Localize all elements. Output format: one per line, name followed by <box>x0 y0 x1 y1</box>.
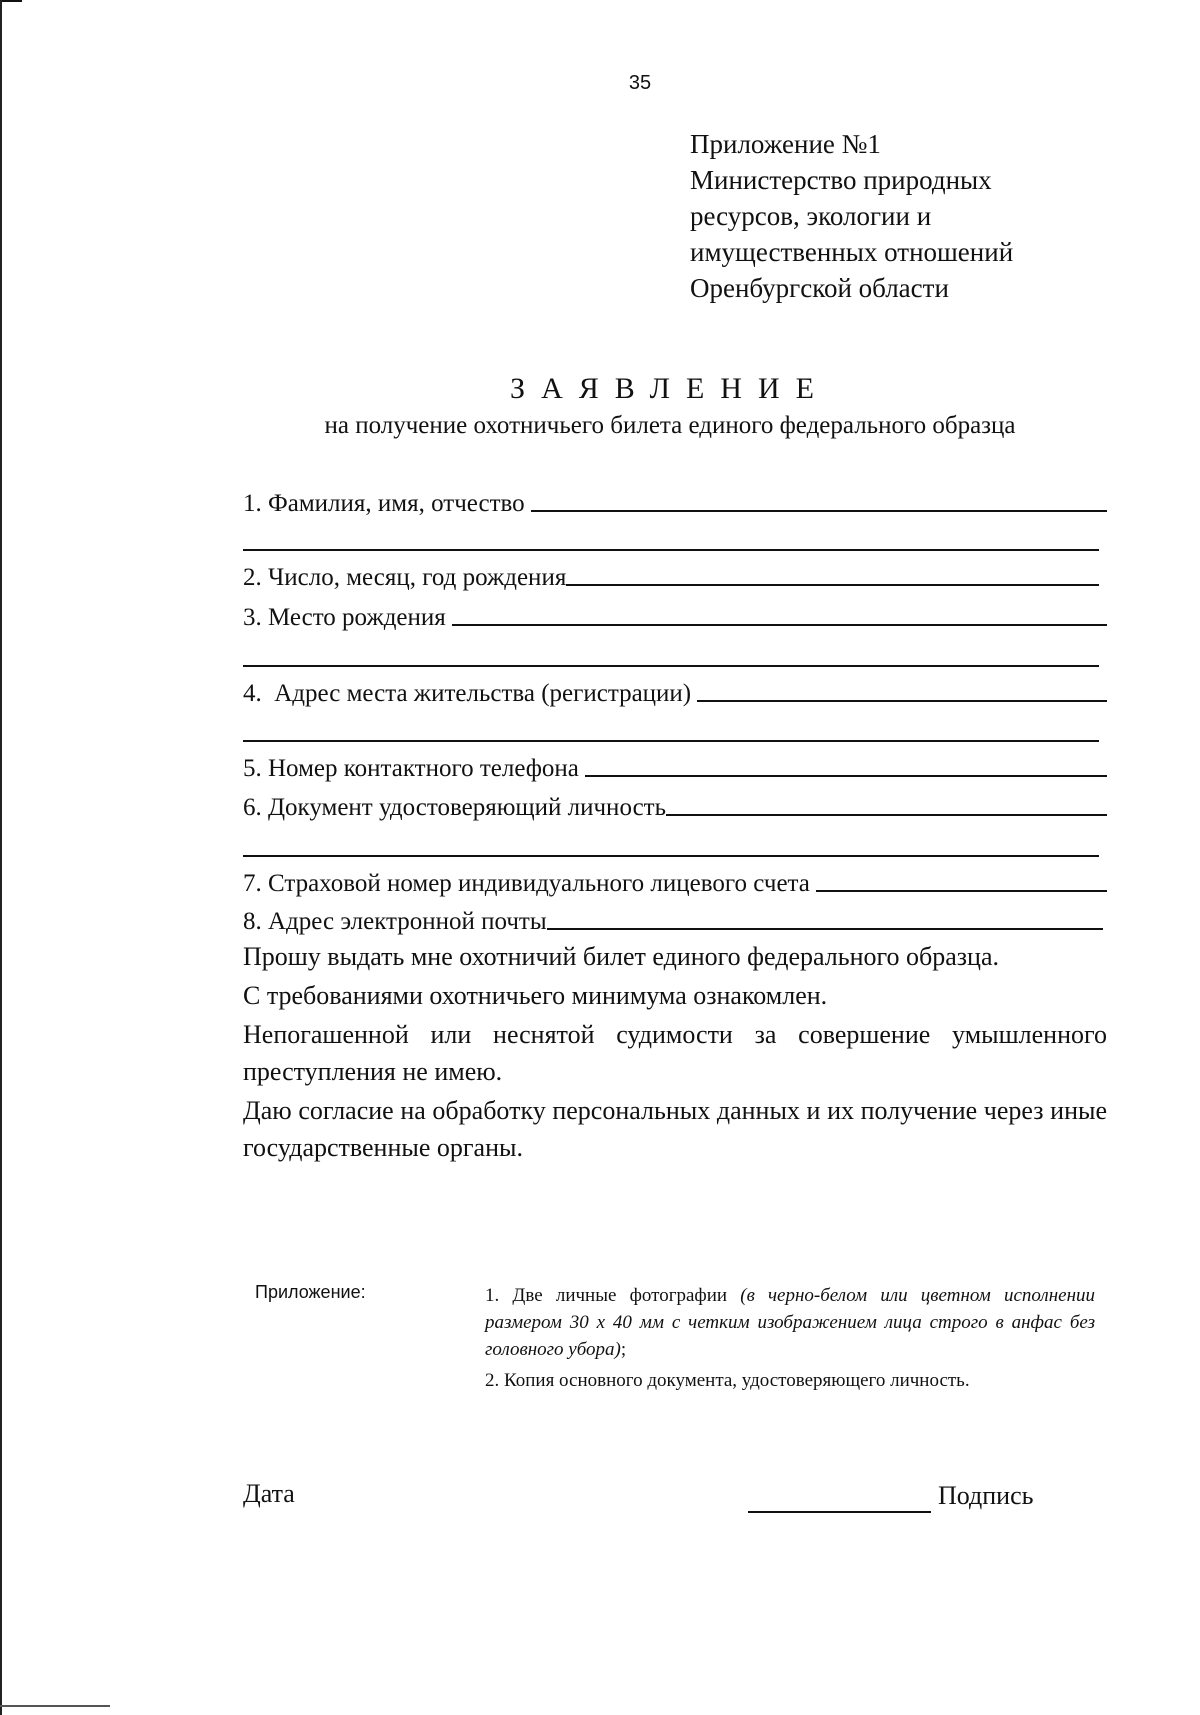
appendix-label: Приложение: <box>255 1282 366 1302</box>
fill-line[interactable] <box>585 775 1107 777</box>
statement-acknowledgement: С требованиями охотничьего минимума ознакомлен. <box>243 981 828 1010</box>
fill-line[interactable] <box>452 624 1107 626</box>
fill-line[interactable] <box>816 890 1107 892</box>
fill-line[interactable] <box>566 584 1099 586</box>
document-title: ЗАЯВЛЕНИЕ <box>510 372 830 405</box>
field-snils[interactable] <box>243 864 1107 898</box>
field-label: 6. Документ удостоверяющий личность <box>243 794 666 821</box>
field-birth-date[interactable] <box>243 558 1099 592</box>
appendix-item-note: (в черно-белом или цветном исполнении размером 30 х 40 мм с четким изображением лица строго в анфас без головного убора) <box>485 1285 1095 1360</box>
field-label: 5. Номер контактного телефона <box>243 755 579 782</box>
field-phone[interactable] <box>243 749 1107 783</box>
statement-request: Прошу выдать мне охотничий билет единого федерального образца. <box>243 942 1000 971</box>
field-label: 1. Фамилия, имя, отчество <box>243 490 525 517</box>
field-full-name[interactable] <box>243 484 1107 518</box>
field-label: 8. Адрес электронной почты <box>243 908 547 935</box>
fill-line-continued[interactable] <box>243 855 1099 857</box>
fill-line-continued[interactable] <box>243 549 1099 551</box>
fill-line-continued[interactable] <box>243 740 1099 742</box>
appendix-item-end: ; <box>620 1339 627 1360</box>
field-label: 4. Адрес места жительства (регистрации) <box>243 680 692 707</box>
document-subtitle: на получение охотничьего билета единого федерального образца <box>324 412 1016 439</box>
scan-border-left <box>0 0 2 1715</box>
scan-border-bottom <box>0 1705 110 1707</box>
fill-line[interactable] <box>531 510 1107 512</box>
addressee-line: имущественных отношений <box>690 237 1014 267</box>
fill-line-continued[interactable] <box>243 665 1099 667</box>
field-identity-document[interactable] <box>243 788 1107 822</box>
page-number: 35 <box>628 72 652 94</box>
fill-line[interactable] <box>697 700 1107 702</box>
date-label: Дата <box>243 1479 295 1508</box>
appendix-item-text: 1. Две личные фотографии <box>485 1285 741 1306</box>
field-birth-place[interactable] <box>243 598 1107 632</box>
appendix-number: Приложение №1 <box>690 129 881 159</box>
addressee-line: ресурсов, экологии и <box>690 201 932 231</box>
fill-line[interactable] <box>547 928 1103 930</box>
fill-line[interactable] <box>666 814 1107 816</box>
field-email[interactable] <box>243 902 1103 936</box>
field-label: 3. Место рождения <box>243 604 446 631</box>
appendix-item-document-copy: 2. Копия основного документа, удостоверяющего личность. <box>485 1370 970 1391</box>
statement-no-conviction: Непогашенной или неснятой судимости за совершение умышленного преступления не имею. <box>243 1020 1107 1086</box>
addressee-line: Министерство природных <box>690 165 992 195</box>
signature-label: Подпись <box>938 1481 1034 1510</box>
signature-line[interactable] <box>748 1511 931 1513</box>
addressee-block <box>690 126 1013 306</box>
field-label: 2. Число, месяц, год рождения <box>243 564 567 591</box>
field-label: 7. Страховой номер индивидуального лицевого счета <box>243 870 810 897</box>
scan-border-top <box>0 0 22 2</box>
appendix-item-photos <box>485 1282 1095 1363</box>
appendix-list <box>485 1282 1095 1394</box>
field-residence-address[interactable] <box>243 674 1107 708</box>
statement-consent: Даю согласие на обработку персональных данных и их получение через иные государственные органы. <box>243 1096 1107 1162</box>
addressee-line: Оренбургской области <box>690 273 949 303</box>
